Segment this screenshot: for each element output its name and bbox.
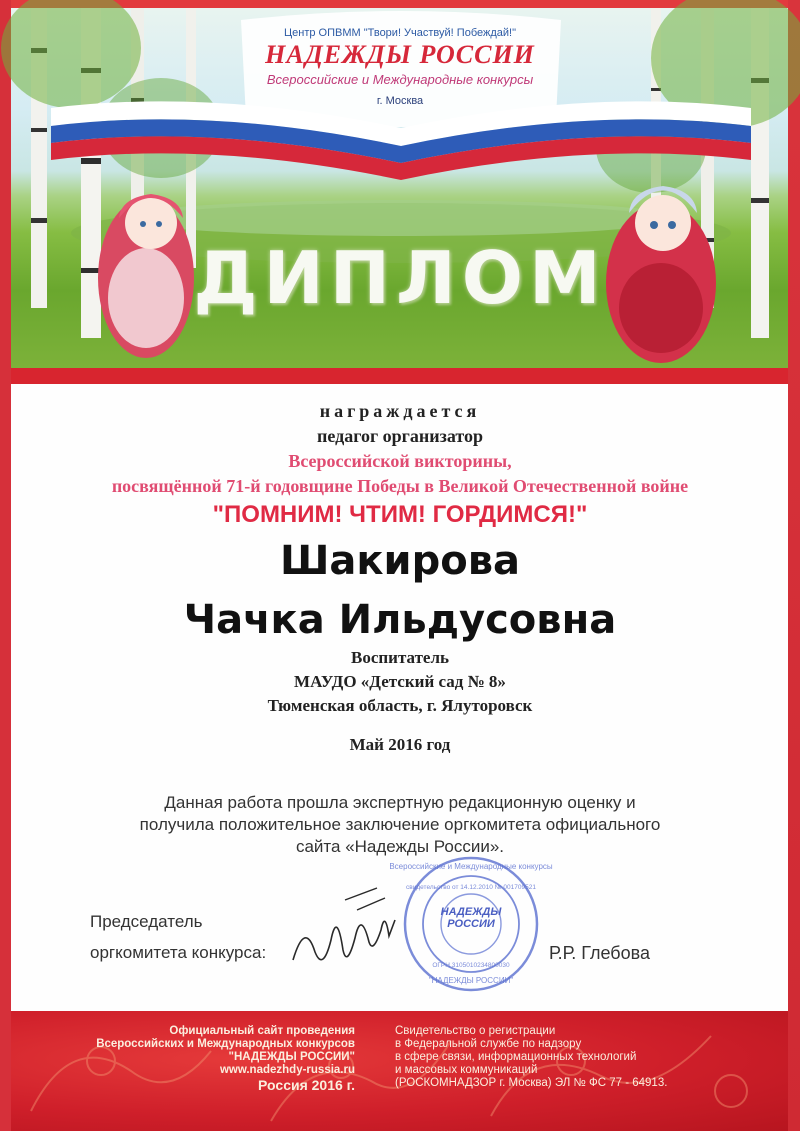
footer-left-line-5: Россия 2016 г. [258,1077,355,1093]
chairman-name: Р.Р. Глебова [549,943,650,963]
footer-right-line-5: (РОСКОМНАДЗОР г. Москва) ЭЛ № ФС 77 - 64913. [395,1077,668,1089]
diploma-heading: ДИПЛОМ [193,236,607,320]
event-description-line-1: Всероссийской викторины, [288,451,512,471]
review-note-line-2: получила положительное заключение оргкомитета официального [139,815,661,834]
stamp-inner-text: свидетельство от 14.12.2010 № 001709521 [406,884,536,891]
awarded-label: награждается [319,401,481,421]
organizer-center-name: Центр ОПВММ "Твори! Участвуй! Побеждай!" [283,27,516,39]
brand-city: г. Москва [376,95,424,107]
footer-left-line-3: "НАДЕЖДЫ РОССИИ" [228,1051,355,1063]
chairman-label-line-1: Председатель [90,912,203,931]
footer-registration-info [395,1025,775,1090]
handwritten-signature-icon [285,880,405,980]
footer-left-line-1: Официальный сайт проведения [169,1025,355,1037]
award-date: Май 2016 год [349,735,451,754]
footer-right-line-4: и массовых коммуникаций [395,1064,538,1076]
recipient-role: педагог организатор [317,426,483,446]
recipient-region: Тюменская область, г. Ялуторовск [267,696,533,715]
footer-right-line-3: в сфере связи, информационных технологий [395,1051,637,1063]
brand-subtitle: Всероссийские и Международные конкурсы [266,72,534,87]
stamp-title-line-2: РОССИИ [447,918,495,930]
event-description-line-2: посвящённой 71-й годовщине Победы в Великой Отечественной войне [111,476,689,496]
footer-website-link[interactable]: www.nadezhdy-russia.ru [219,1064,355,1076]
stamp-title [402,906,540,930]
header-divider-band [11,368,788,384]
brand-title: НАДЕЖДЫ РОССИИ [265,40,535,69]
review-note-line-3: сайта «Надежды России». [295,837,505,856]
chairman-label-line-2: оргкомитета конкурса: [90,943,267,962]
review-note-line-1: Данная работа прошла экспертную редакционную оценку и [164,793,636,812]
recipient-given-names: Чачка Ильдусовна [183,597,617,643]
footer-right-line-2: в Федеральной службе по надзору [395,1038,582,1050]
recipient-position: Воспитатель [350,648,449,667]
stamp-ogrn-text: ОГРН 3105010234800030 [432,962,510,969]
recipient-organization: МАУДО «Детский сад № 8» [294,672,506,691]
footer-right-line-1: Свидетельство о регистрации [395,1025,556,1037]
stamp-bottom-text: "НАДЕЖДЫ РОССИИ" [428,976,514,985]
stamp-ring-text: Всероссийские и Международные конкурсы [389,862,553,871]
footer-website-info [60,1025,355,1094]
footer-left-line-2: Всероссийских и Международных конкурсов [96,1038,355,1050]
event-title: "ПОМНИМ! ЧТИМ! ГОРДИМСЯ!" [212,501,588,528]
recipient-surname: Шакирова [280,538,520,584]
stamp-title-line-1: НАДЕЖДЫ [440,906,502,918]
